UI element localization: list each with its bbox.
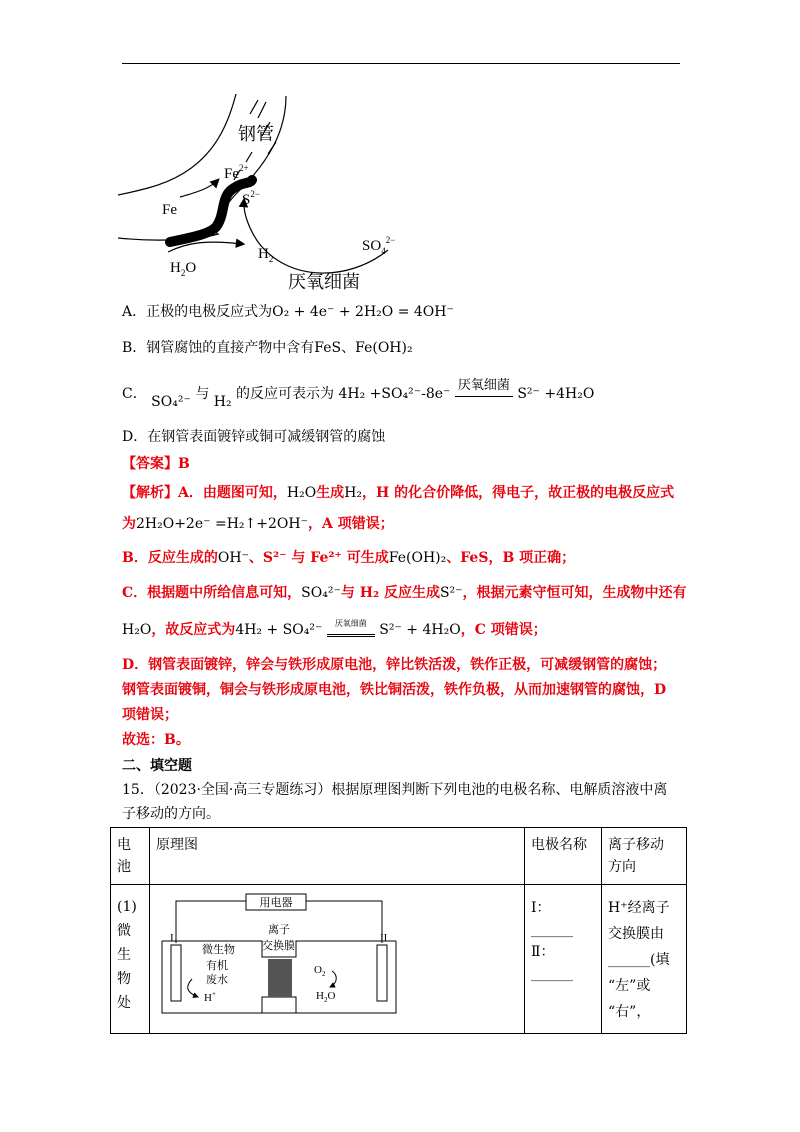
analysis-line-7: 钢管表面镀铜，铜会与铁形成原电池，铁比铜活泼，铁作负极，从而加速钢管的腐蚀，D (122, 682, 667, 698)
table-row (111, 885, 687, 1034)
label-s2: S (242, 192, 251, 208)
microbe-label: 微生物 (202, 944, 235, 956)
label-so4: SO (362, 238, 382, 254)
analysis-line-6: D．钢管表面镀锌，锌会与铁形成原电池，锌比铁活泼，铁作正极，可减缓钢管的腐蚀； (122, 657, 667, 673)
pipe-outline-upper (118, 94, 236, 195)
label-fe: Fe (162, 202, 177, 218)
exchange-membrane (268, 959, 292, 997)
header-rule (122, 63, 680, 64)
label-h2o: H (170, 260, 181, 276)
analysis-line-5: H₂O，故反应式为4H₂ + SO₄²⁻ 厌氧细菌 S²⁻ + 4H₂O，C 项错误； (122, 620, 547, 645)
row1-label: (1) 微 生 物 处 (111, 885, 150, 1034)
electrode-ii-label: II (380, 932, 388, 944)
svg-text:H+: H+ (204, 990, 216, 1004)
organic-label: 有机 (206, 960, 228, 972)
label-steel-pipe: 钢管 (238, 124, 274, 144)
black-deposit (170, 180, 252, 242)
electrode-i-text: Ⅰ： (531, 900, 551, 916)
o2-label: O (314, 964, 322, 976)
ion-line-1: H⁺经离子 (608, 900, 670, 916)
row1-ion-cell (602, 885, 687, 1034)
hplus-label: H (204, 992, 212, 1004)
h2o-label: H (316, 990, 324, 1002)
answer-label: 【答案】B (122, 456, 190, 472)
analysis-line-9: 故选：B。 (122, 732, 190, 748)
option-a: A．正极的电极反应式为O₂ + 4e⁻ + 2H₂O = 4OH⁻ (122, 304, 454, 320)
analysis-line-1: 【解析】A．由题图可知，H₂O生成H₂，H 的化合价降低，得电子，故正极的电极反应式 (122, 485, 675, 501)
membrane-label-1: 离子 (268, 924, 290, 936)
table-header-row (111, 828, 687, 885)
electrode-ii-blank[interactable]: ______ (531, 966, 573, 982)
ion-line-5: “右”， (608, 1004, 651, 1020)
ion-line-4: “左”或 (608, 978, 651, 994)
header-electrode: 电极名称 (525, 828, 602, 885)
svg-text:H2O: $H_2O$ (316, 990, 336, 1004)
wastewater-label: 废水 (206, 974, 228, 986)
label-bacteria: 厌氧细菌 (288, 272, 360, 292)
svg-text:SO42−: $SO_4^{2-}$ (362, 235, 396, 256)
header-ion-direction: 离子移动 方向 (602, 828, 687, 885)
question-line-1: 15．（2023·全国·高三专题练习）根据原理图判断下列电池的电极名称、电解质溶液中离 (122, 782, 668, 798)
svg-text:Fe2+: $Fe^{2+}$ (224, 163, 249, 182)
arrow-fe (180, 180, 218, 197)
analysis-line-4: C．根据题中所给信息可知，SO₄²⁻与 H₂ 反应生成S²⁻，根据元素守恒可知，生成物中还有 (122, 585, 687, 601)
section-title: 二、填空题 (122, 758, 192, 774)
electrode-i-blank[interactable]: ______ (531, 922, 573, 938)
appliance-label: 用电器 (259, 897, 293, 909)
analysis-line-8: 项错误； (122, 707, 178, 723)
svg-text:H2: $H_2$ (258, 246, 274, 264)
pipe-outline-lower (118, 96, 286, 240)
header-battery: 电 池 (111, 828, 150, 885)
svg-text:H2O: $H_2O$ (170, 260, 197, 278)
option-d: D．在钢管表面镀锌或铜可减缓钢管的腐蚀 (122, 429, 386, 445)
membrane-label-2: 交换膜 (262, 940, 295, 952)
svg-text:S2−: $S^{2-}$ (242, 189, 260, 208)
option-c: C． SO₄²⁻ 与 H₂ 的反应可表示为 4H₂ +SO₄²⁻-8e⁻ 厌氧细菌 S²⁻ +4H₂O (122, 378, 595, 410)
ion-blank[interactable]: ______(填 (608, 952, 670, 968)
analysis-condition: 厌氧细菌 (327, 614, 375, 637)
option-c-condition: 厌氧细菌 (455, 376, 513, 397)
battery-table (110, 827, 687, 1034)
svg-text:O2: $O_2$ (314, 964, 326, 978)
arrow-so4 (244, 200, 388, 273)
row1-diagram-cell (150, 885, 525, 1034)
option-b: B．钢管腐蚀的直接产物中含有FeS、Fe(OH)₂ (122, 340, 413, 356)
question-line-2: 子移动的方向。 (122, 806, 220, 822)
microbial-cell-diagram (154, 893, 404, 1021)
row1-electrode-cell (525, 885, 602, 1034)
analysis-line-3: B．反应生成的OH⁻、S²⁻ 与 Fe²⁺ 可生成Fe(OH)₂、FeS，B 项正确； (122, 550, 576, 566)
header-diagram: 原理图 (150, 828, 525, 885)
electrode-ii-text: Ⅱ： (531, 944, 555, 960)
analysis-line-2: 为2H₂O+2e⁻ =H₂↑+2OH⁻，A 项错误； (122, 516, 394, 532)
ion-line-2: 交换膜由 (608, 926, 664, 942)
label-fe2: Fe (224, 166, 239, 182)
electrode-i-label: I (170, 932, 174, 944)
corrosion-diagram (118, 92, 418, 297)
label-h2: H (258, 246, 269, 262)
